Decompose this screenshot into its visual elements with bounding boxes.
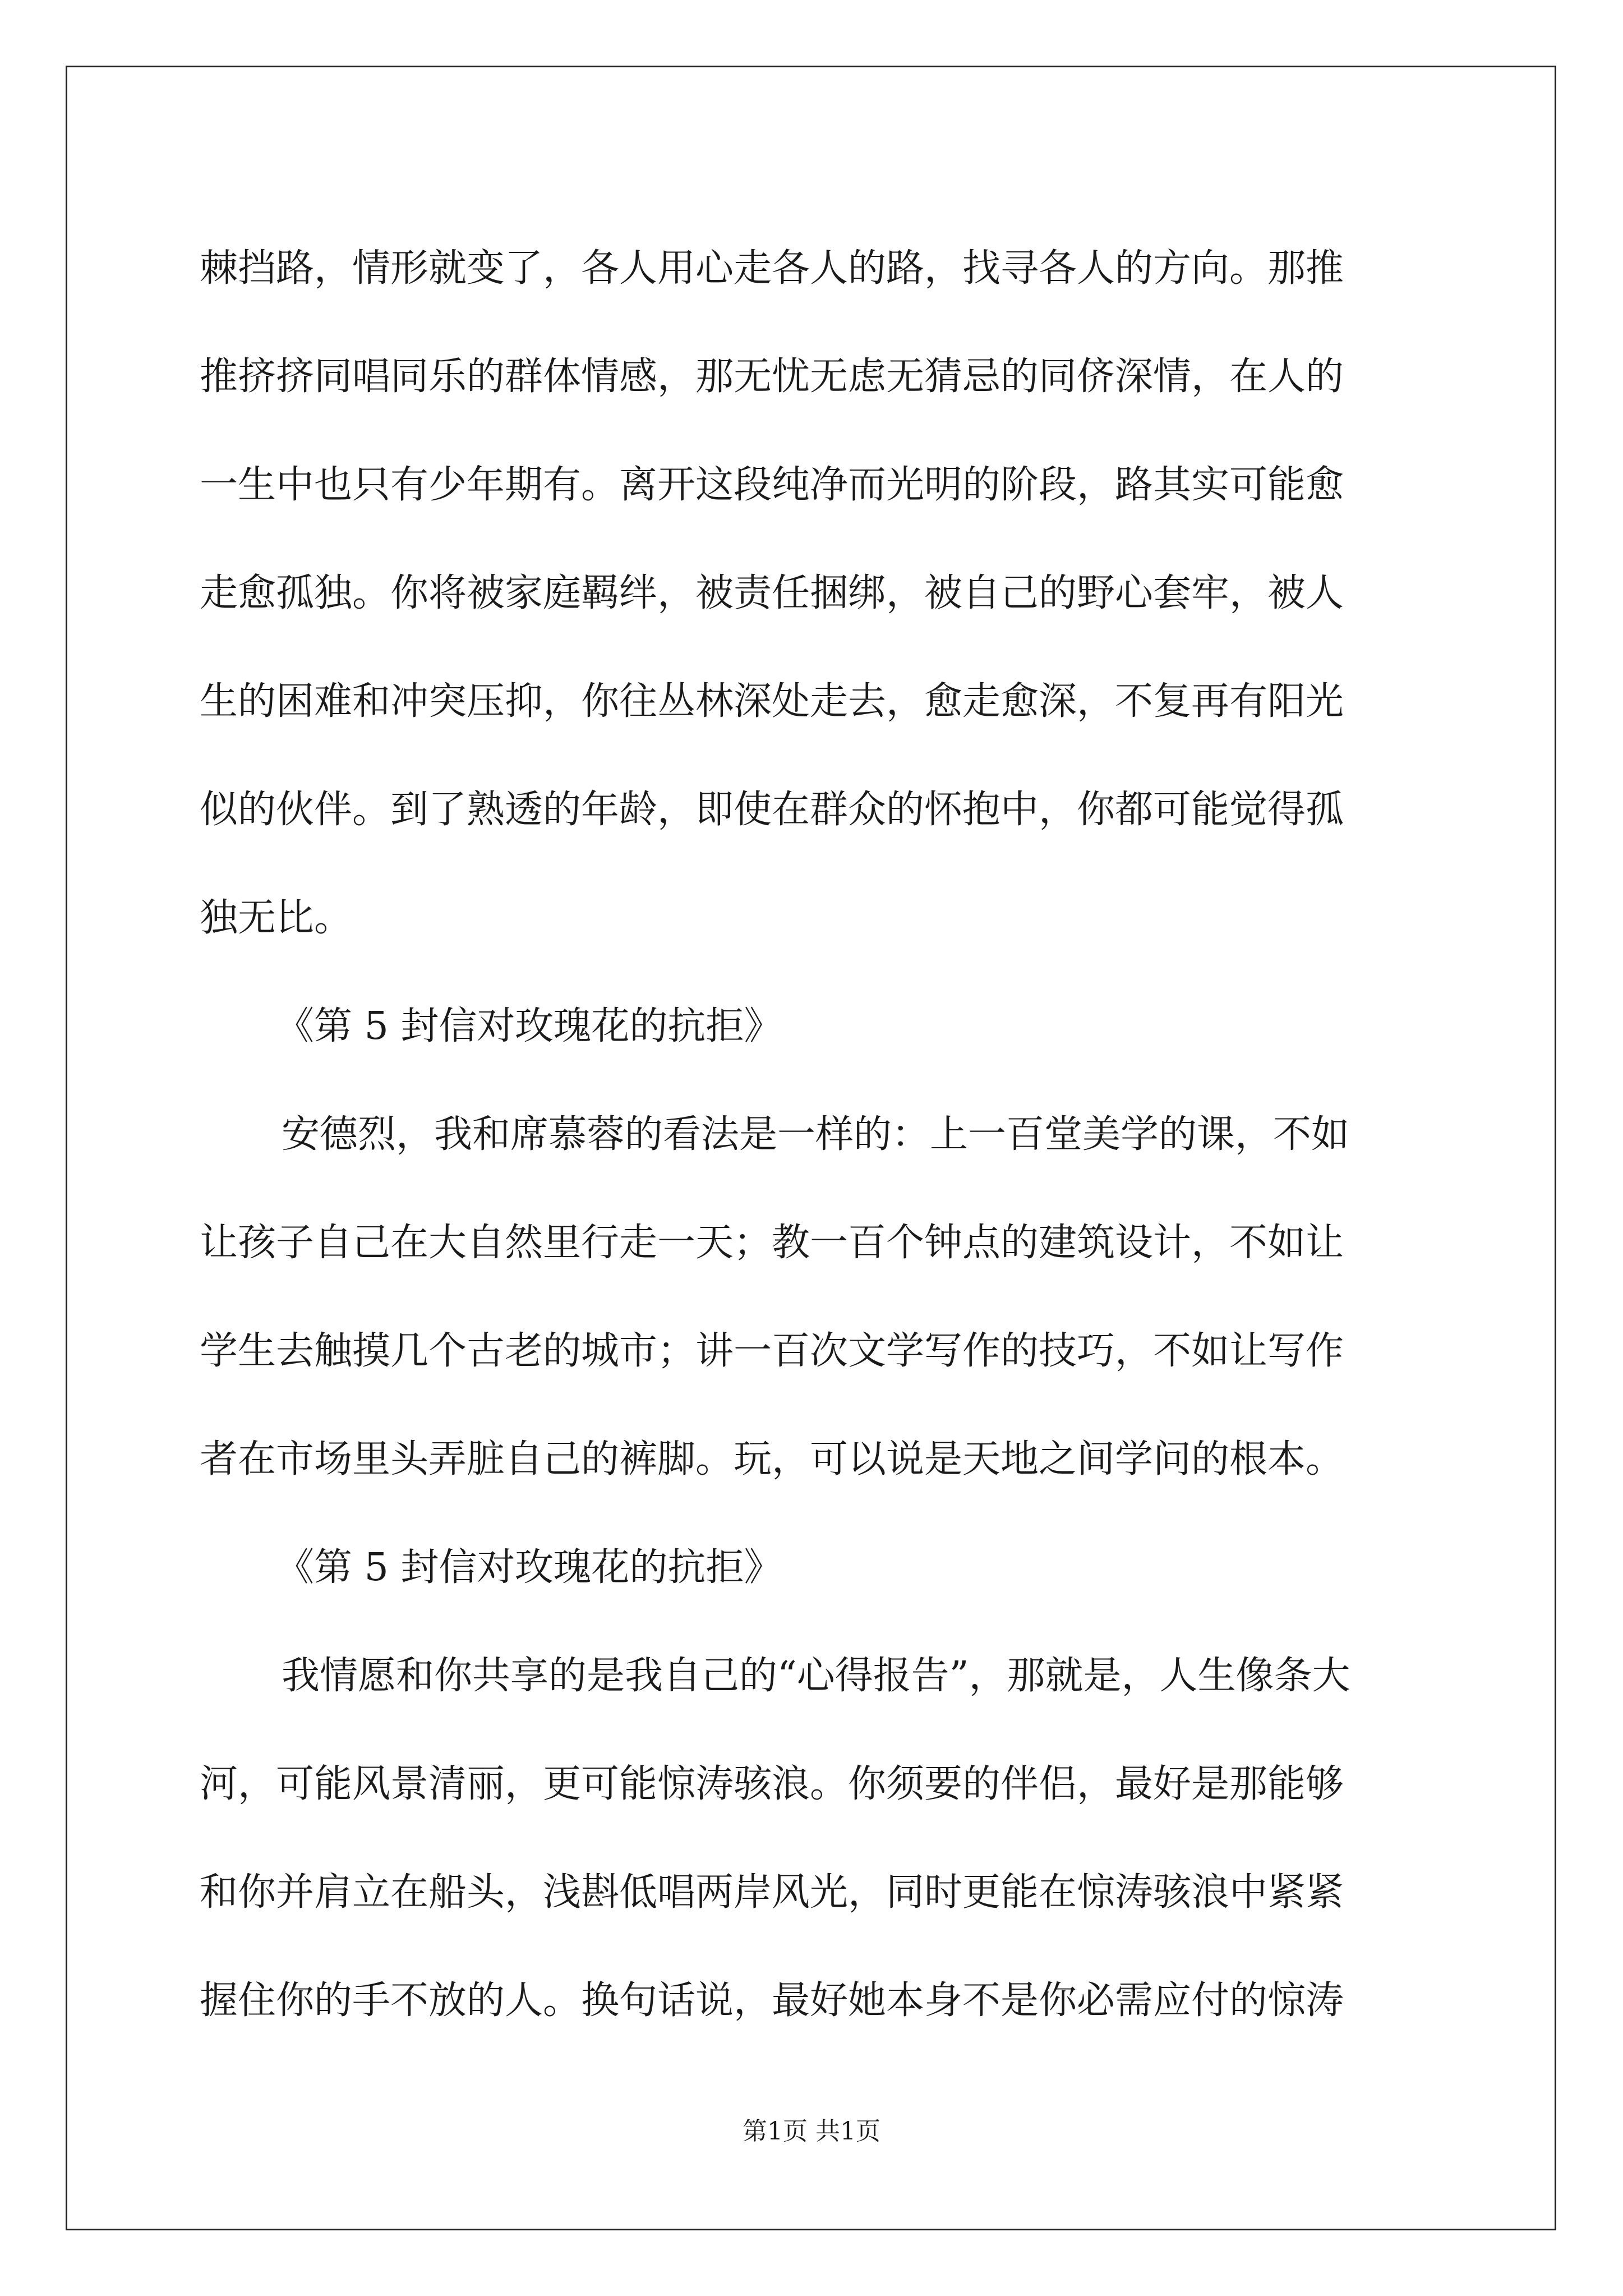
page-footer: 第1页 共1页 xyxy=(743,2117,880,2146)
text-line: 学生去触摸几个古老的城市；讲一百次文学写作的技巧，不如让写作 xyxy=(200,1329,1344,1373)
text-line: 安德烈，我和席慕蓉的看法是一样的：上一百堂美学的课，不如 xyxy=(282,1112,1350,1157)
text-line: 我情愿和你共享的是我自己的“心得报告”，那就是，人生像条大 xyxy=(282,1654,1350,1698)
text-line: 河，可能风景清丽，更可能惊涛骇浪。你须要的伴侣，最好是那能够 xyxy=(200,1762,1344,1806)
text-line: 似的伙伴。到了熟透的年龄，即使在群众的怀抱中，你都可能觉得孤 xyxy=(200,788,1344,832)
text-line: 握住你的手不放的人。换句话说，最好她本身不是你必需应付的惊涛 xyxy=(200,1978,1344,2023)
text-line: 生的困难和冲突压抑，你往丛林深处走去，愈走愈深，不复再有阳光 xyxy=(200,679,1344,724)
paragraph-2 xyxy=(200,1080,1427,1513)
text-line: 推挤挤同唱同乐的群体情感，那无忧无虑无猜忌的同侪深情，在人的 xyxy=(200,355,1344,399)
paragraph-1 xyxy=(200,214,1427,972)
text-line: 让孩子自己在大自然里行走一天；教一百个钟点的建筑设计，不如让 xyxy=(200,1221,1344,1265)
text-line: 者在市场里头弄脏自己的裤脚。玩，可以说是天地之间学问的根本。 xyxy=(200,1437,1344,1481)
text-line: 独无比。 xyxy=(200,896,353,940)
section-heading: 《第 5 封信对玫瑰花的抗拒》 xyxy=(276,1004,782,1048)
text-line: 和你并肩立在船头，浅斟低唱两岸风光，同时更能在惊涛骇浪中紧紧 xyxy=(200,1870,1344,1915)
text-line: 一生中也只有少年期有。离开这段纯净而光明的阶段，路其实可能愈 xyxy=(200,463,1344,507)
text-line: 棘挡路，情形就变了，各人用心走各人的路，找寻各人的方向。那推 xyxy=(200,246,1344,291)
section-heading: 《第 5 封信对玫瑰花的抗拒》 xyxy=(276,1545,782,1590)
document-body xyxy=(200,214,1427,2055)
text-line: 走愈孤独。你将被家庭羁绊，被责任捆绑，被自己的野心套牢，被人 xyxy=(200,571,1344,615)
paragraph-3 xyxy=(200,1622,1427,2055)
